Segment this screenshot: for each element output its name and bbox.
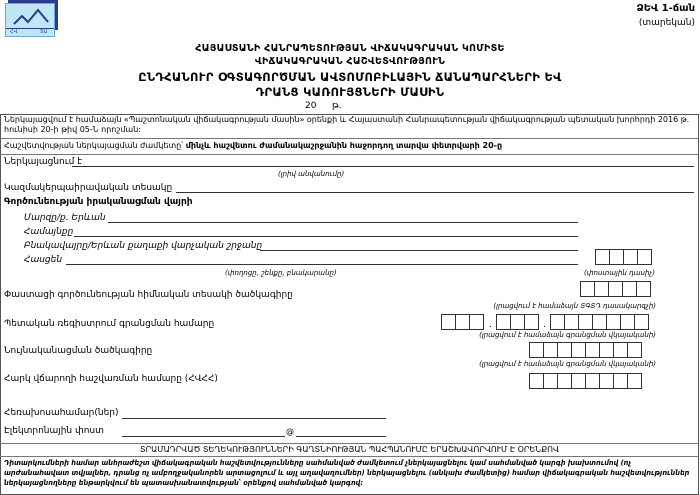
- activity-code-label: Փաստացի գործունեության հիմնական տեսակի ծածկագիրը: [4, 290, 293, 300]
- address-hint: (փողոցը, շենքը, բնակարանը): [225, 269, 337, 277]
- tin-input[interactable]: [529, 373, 641, 389]
- id-code-input[interactable]: [529, 342, 641, 358]
- page-subtitle: ԴՐԱՆՑ ԿԱՌՈՒՅՑՆԵՐԻ ՄԱՍԻՆ: [255, 85, 445, 99]
- settlement-input[interactable]: [260, 250, 578, 251]
- periodicity: (տարեկան): [638, 18, 695, 28]
- submitter-hint: (լրիվ անվանումը): [278, 170, 345, 178]
- community-label: Համայնքը: [24, 227, 74, 237]
- activity-hint: (լրացվում է համաձայն ՏԳՏԴ դասակարգչի): [493, 302, 656, 310]
- phone-label: Հեռախոսահամար(ներ): [4, 408, 119, 418]
- location-heading: Գործունեության իրականացման վայրի: [4, 197, 193, 207]
- email-at: @: [286, 427, 294, 436]
- community-input[interactable]: [74, 236, 578, 237]
- email-label: Էլեկտրոնային փոստ: [4, 426, 104, 436]
- page-title: ԸՆԴՀԱՆՈՒՐ ՕԳՏԱԳՈՐԾՄԱՆ ԱՎՏՈՄՈԲԻԼԱՅԻՆ ՃԱՆԱՊԱՐՀՆԵՐԻ ԵՎ: [138, 70, 562, 84]
- logo: [5, 0, 59, 37]
- logo-text-right: ՏԱ: [40, 29, 48, 35]
- year-prefix: 20: [305, 101, 317, 111]
- address-label: Հասցեն: [24, 255, 63, 265]
- submitter-label: Ներկայացնում է: [4, 157, 82, 167]
- settlement-label: Բնակավայրը/Երևան քաղաքի վարչական շրջանը: [24, 241, 263, 251]
- state-reg-input-1[interactable]: [441, 314, 483, 330]
- region-label: Մարզը/ք. Երևան: [24, 213, 106, 223]
- confidentiality-notice: ՏՐԱՄԱԴՐՎԱԾ ՏԵՂԵԿՈՒԹՅՈՒՆՆԵՐԻ ԳԱՂՏՆԻՈՒԹՅԱՆ ՊԱՀՊԱՆՈՒՄԸ ԵՐԱՇԽԱՎՈՐՎՈՒՄ Է ՕՐԵՆՔՈՎ: [139, 445, 560, 454]
- legal-form-label: Կազմակերպաիրավական տեսակը: [4, 183, 173, 193]
- id-hint: (լրացվում է համաձայն գրանցման վկայականի): [479, 360, 656, 368]
- postal-hint: (փոստային դասիչ): [584, 269, 655, 277]
- phone-input[interactable]: [122, 418, 386, 419]
- postal-code-input[interactable]: [595, 249, 651, 265]
- form-code: ՁԵՎ 1-ճան: [636, 3, 695, 14]
- activity-code-input[interactable]: [580, 281, 650, 297]
- deadline-value: մինչև հաշվետու ժամանակաշրջանին հաջորդող տարվա փետրվարի 20-ը: [185, 141, 503, 150]
- deadline-label: Հաշվետվության ներկայացման ժամկետը՝: [4, 141, 184, 150]
- state-reg-hint: (լրացվում է համաձայն գրանցման վկայականի): [479, 331, 656, 339]
- report-type: ՎԻՃԱԿԱԳՐԱԿԱՆ ՀԱՇՎԵՏՎՈՒԹՅՈՒՆ: [254, 56, 446, 67]
- state-reg-input-3[interactable]: [550, 314, 648, 330]
- intro-text: Ներկայացվում է համաձայն «Պաշտոնական վիճակագրության մասին» օրենքի և Հայաստանի Հանրապետության վիճակագրության պետական խորհրդի 2016 թ. հունիսի 20-ի թիվ 05-Ն որոշման:: [4, 115, 690, 134]
- region-input[interactable]: [108, 222, 578, 223]
- address-input[interactable]: [66, 264, 578, 265]
- deadline-row: [4, 141, 502, 150]
- state-reg-input-2[interactable]: [496, 314, 538, 330]
- submitter-input[interactable]: [72, 166, 694, 167]
- id-code-label: Նույնականացման ծածկագիրը: [4, 346, 153, 356]
- org-name: ՀԱՅԱՍՏԱՆԻ ՀԱՆՐԱՊԵՏՈՒԹՅԱՆ ՎԻՃԱԿԱԳՐԱԿԱՆ ԿՈՄԻՏԵ: [195, 43, 505, 54]
- footer-note: Դիտարկումների համար անհրաժեշտ վիճակագրական հաշվետվությունները սահմանված ժամկետում չներկայացնելու կամ սահմանված կարգի խախտումով (ոչ արժանահավատ տվյալներ, դրանց ոչ ամբողջականորեն արտացոլում և այլ աղավաղումներ) ներկայացնելու (անկախ ժամկետից) համար վիճակագրական հաշվետվություններ ներկայացնողները ենթարկվում են պատասխանատվության՝ օրենքով սահմանված կարգով:: [4, 459, 690, 487]
- chart-line-icon: [6, 4, 56, 28]
- state-reg-label: Պետական ռեգիստրում գրանցման համարը: [4, 319, 215, 329]
- email-input-domain[interactable]: [296, 436, 386, 437]
- year-suffix: թ.: [332, 101, 342, 111]
- email-input-user[interactable]: [122, 436, 285, 437]
- logo-text-left: ՀՎ: [10, 29, 18, 35]
- legal-form-input[interactable]: [176, 192, 694, 193]
- tin-label: Հարկ վճարողի հաշվառման համարը (ՀՎՀՀ): [4, 374, 218, 384]
